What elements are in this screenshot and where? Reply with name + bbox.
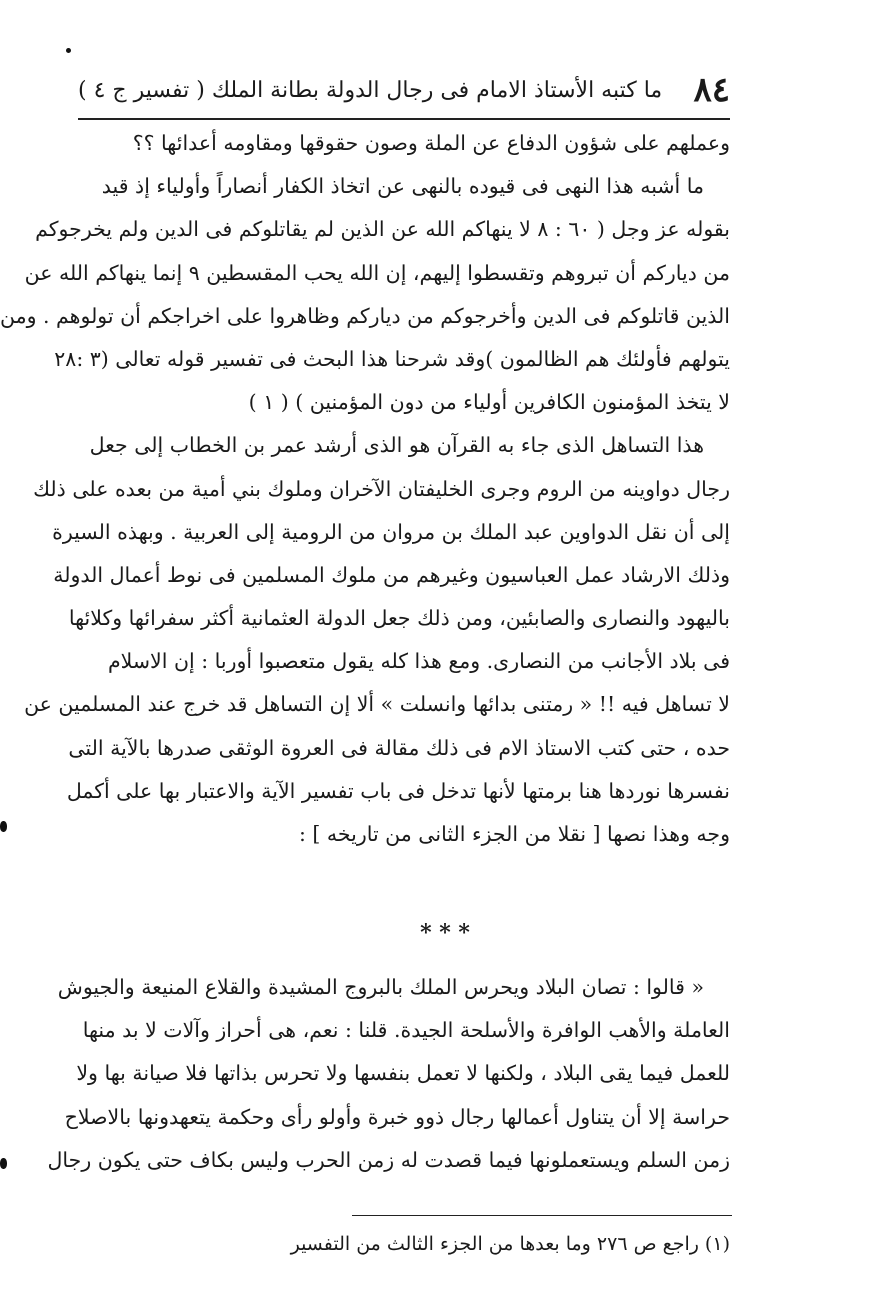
margin-ink-mark bbox=[0, 1158, 7, 1169]
footnote-divider bbox=[352, 1215, 732, 1216]
text-line: رجال دواوينه من الروم وجرى الخليفتان الآخران وملوك بني أمية من بعده على ذلك bbox=[33, 476, 730, 501]
quoted-text-block bbox=[47, 966, 730, 1182]
text-line: « قالوا : تصان البلاد ويحرس الملك بالبروج المشيدة والقلاع المنيعة والجيوش bbox=[57, 975, 704, 999]
footnote: (١) راجع ص ٢٧٦ وما بعدها من الجزء الثالث من التفسير bbox=[290, 1233, 730, 1255]
text-line: فى بلاد الأجانب من النصارى. ومع هذا كله يقول متعصبوا أوربا : إن الاسلام bbox=[107, 649, 730, 674]
text-line: حده ، حتى كتب الاستاذ الام فى ذلك مقالة فى العروة الوثقى صدرها بالآية التى bbox=[68, 735, 730, 760]
text-line: من دياركم أن تبروهم وتقسطوا إليهم، إن الله يحب المقسطين ٩ إنما ينهاكم الله عن bbox=[24, 260, 730, 285]
text-line: نفسرها نوردها هنا برمتها لأنها تدخل فى باب تفسير الآية والاعتبار بها على أكمل bbox=[66, 778, 730, 803]
text-line: يتولهم فأولئك هم الظالمون )وقد شرحنا هذا البحث فى تفسير قوله تعالى (٣ :٢٨ bbox=[54, 346, 730, 371]
text-line: ما أشبه هذا النهى فى قيوده بالنهى عن اتخاذ الكفار أنصاراً وأولياء إذ قيد bbox=[101, 174, 704, 199]
text-line: إلى أن نقل الدواوين عبد الملك بن مروان من الرومية إلى العربية . وبهذه السيرة bbox=[52, 519, 730, 544]
text-line: وذلك الارشاد عمل العباسيون وغيرهم من ملوك المسلمين فى نوط أعمال الدولة bbox=[53, 562, 730, 587]
text-line: باليهود والنصارى والصابئين، ومن ذلك جعل الدولة العثمانية أكثر سفرائها وكلائها bbox=[68, 606, 730, 631]
text-line: الذين قاتلوكم فى الدين وأخرجوكم من دياركم وظاهروا على اخراجكم أن تولوهم . ومن bbox=[0, 303, 730, 328]
ink-speck bbox=[66, 48, 71, 53]
page-header bbox=[78, 62, 730, 120]
text-line: بقوله عز وجل ( ٦٠ : ٨ لا ينهاكم الله عن الذين لم يقاتلوكم فى الدين ولم يخرجوكم bbox=[35, 217, 730, 242]
running-title: ما كتبه الأستاذ الامام فى رجال الدولة بطانة الملك ( تفسير ج ٤ ) bbox=[78, 77, 663, 103]
body-text-block bbox=[0, 122, 730, 856]
page-number: ٨٤ bbox=[693, 70, 730, 110]
text-line: لا تساهل فيه !! « رمتنى بدائها وانسلت » ألا إن التساهل قد خرج عند المسلمين عن bbox=[24, 692, 730, 717]
text-line: وجه وهذا نصها [ نقلا من الجزء الثانى من تاريخه ] : bbox=[298, 822, 730, 846]
text-line: لا يتخذ المؤمنون الكافرين أولياء من دون المؤمنين ) ( ١ ) bbox=[248, 390, 730, 415]
text-line: حراسة إلا أن يتناول أعمالها رجال ذوو خبرة وأولو رأى وحكمة يتعهدونها بالاصلاح bbox=[64, 1104, 730, 1129]
text-line: هذا التساهل الذى جاء به القرآن هو الذى أرشد عمر بن الخطاب إلى جعل bbox=[89, 433, 704, 458]
text-line: العاملة والأهب الوافرة والأسلحة الجيدة. قلنا : نعم، هى أحراز وآلات لا بد منها bbox=[82, 1018, 730, 1043]
text-line: وعملهم على شؤون الدفاع عن الملة وصون حقوقها ومقاومه أعدائها ؟؟ bbox=[132, 131, 730, 155]
section-separator: * * * bbox=[420, 920, 470, 946]
margin-ink-mark bbox=[0, 821, 7, 832]
text-line: للعمل فيما يقى البلاد ، ولكنها لا تعمل بنفسها ولا تحرس بذاتها فلا صيانة بها ولا bbox=[76, 1061, 730, 1086]
text-line: زمن السلم ويستعملونها فيما قصدت له زمن الحرب وليس بكاف حتى يكون رجال bbox=[47, 1147, 730, 1172]
